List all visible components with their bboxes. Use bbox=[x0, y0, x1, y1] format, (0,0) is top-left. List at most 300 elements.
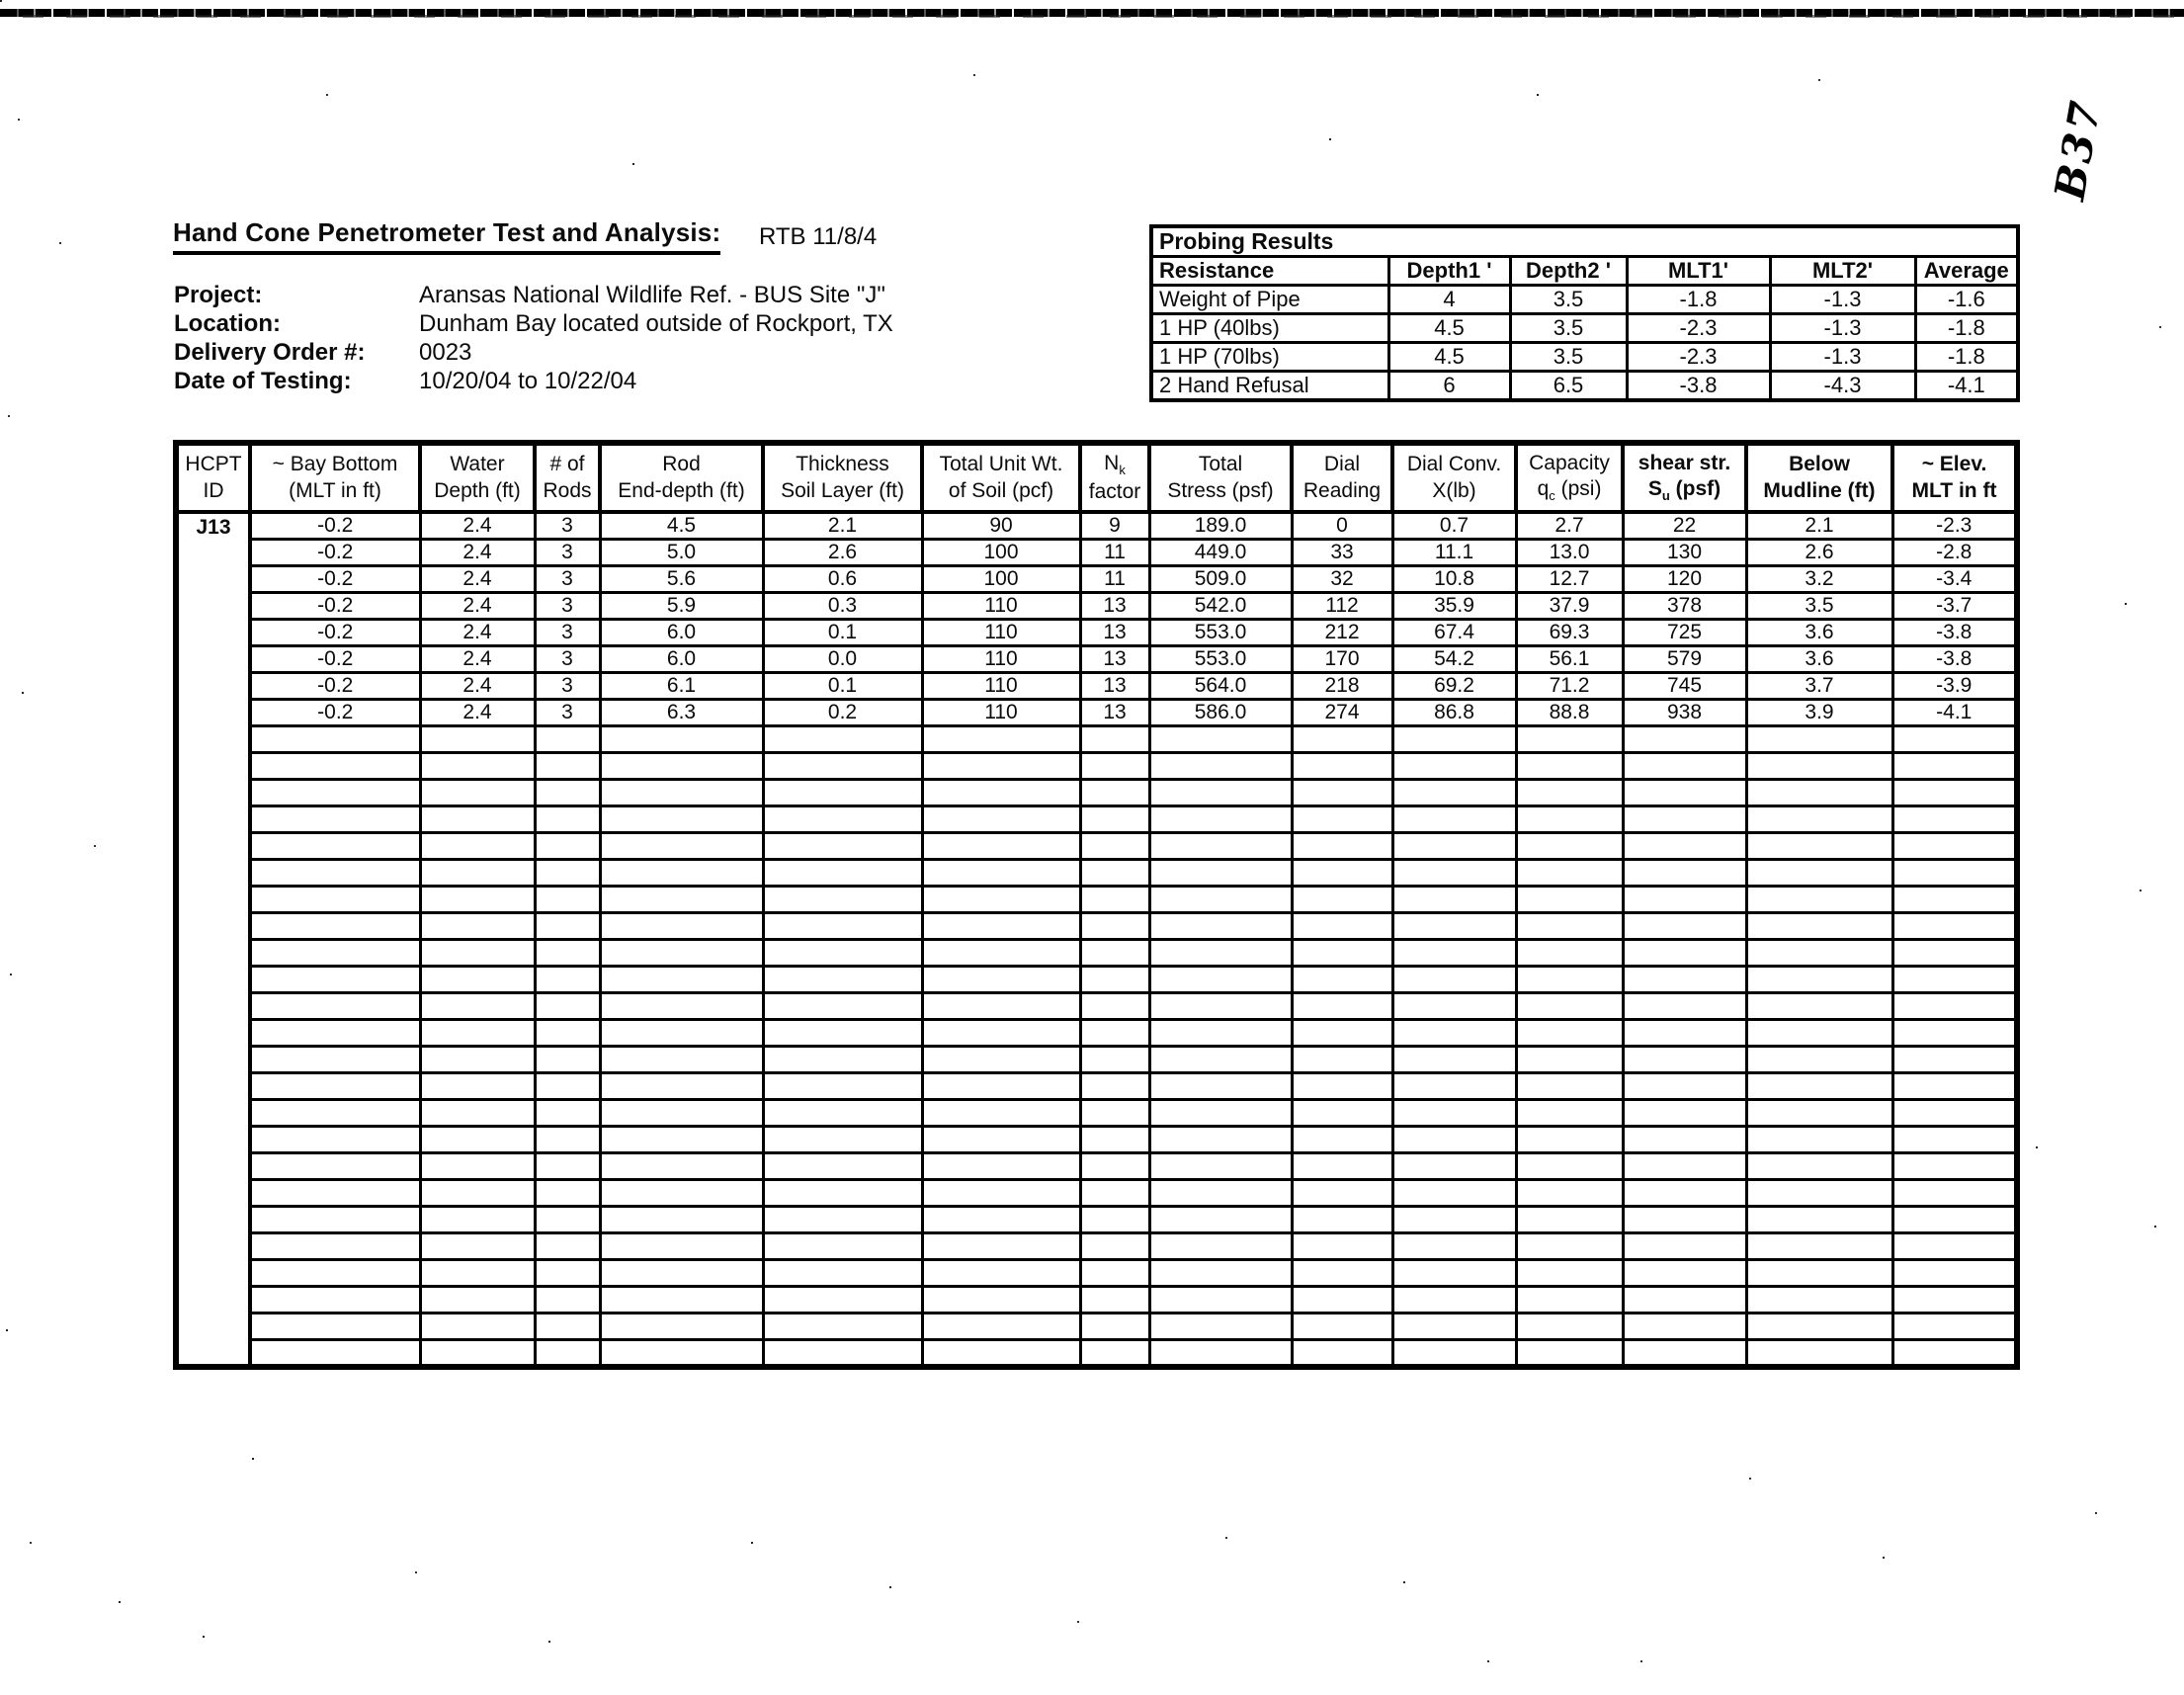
hcpt-data-cell: 218 bbox=[1292, 673, 1392, 700]
hcpt-data-cell bbox=[600, 1180, 763, 1207]
hcpt-data-cell bbox=[1149, 1287, 1292, 1314]
hcpt-data-cell bbox=[1392, 967, 1516, 993]
hcpt-data-cell bbox=[1392, 806, 1516, 833]
hcpt-data-cell: 12.7 bbox=[1516, 566, 1623, 593]
hcpt-data-cell bbox=[535, 1314, 600, 1340]
hcpt-data-cell bbox=[922, 913, 1080, 940]
hcpt-data-cell bbox=[535, 1260, 600, 1287]
hcpt-data-cell bbox=[600, 1314, 763, 1340]
hcpt-data-cell bbox=[600, 913, 763, 940]
hcpt-data-cell: 22 bbox=[1623, 512, 1746, 540]
hcpt-data-cell bbox=[250, 913, 420, 940]
hcpt-data-cell: -3.7 bbox=[1892, 593, 2017, 620]
hcpt-data-cell bbox=[1149, 806, 1292, 833]
hcpt-data-cell bbox=[1746, 1314, 1892, 1340]
hcpt-data-cell bbox=[1746, 1020, 1892, 1047]
probing-value-cell: -1.8 bbox=[1627, 286, 1770, 314]
hcpt-data-cell bbox=[1292, 1314, 1392, 1340]
hcpt-data-cell: 3 bbox=[535, 646, 600, 673]
hcpt-data-cell bbox=[1392, 1047, 1516, 1073]
hcpt-data-cell bbox=[1149, 1100, 1292, 1127]
hcpt-data-cell bbox=[1392, 1073, 1516, 1100]
hcpt-data-cell bbox=[1892, 1207, 2017, 1233]
hcpt-column-header: Rod End-depth (ft) bbox=[600, 443, 763, 512]
hcpt-data-cell bbox=[420, 1073, 535, 1100]
hcpt-data-cell bbox=[1292, 1100, 1392, 1127]
hcpt-data-cell bbox=[250, 1260, 420, 1287]
hcpt-data-row bbox=[176, 566, 2017, 593]
probing-value-cell: -3.8 bbox=[1627, 372, 1770, 401]
meta-row-project bbox=[174, 281, 893, 309]
hcpt-data-cell bbox=[1892, 1047, 2017, 1073]
hcpt-data-cell bbox=[420, 1153, 535, 1180]
hcpt-data-cell bbox=[420, 1340, 535, 1367]
hcpt-empty-row bbox=[176, 1260, 2017, 1287]
hcpt-empty-row bbox=[176, 1233, 2017, 1260]
hcpt-data-cell bbox=[922, 1207, 1080, 1233]
hcpt-data-cell: 212 bbox=[1292, 620, 1392, 646]
probing-resistance-cell: 2 Hand Refusal bbox=[1151, 372, 1388, 401]
hcpt-data-cell: 3 bbox=[535, 593, 600, 620]
hcpt-data-cell bbox=[1292, 1047, 1392, 1073]
hcpt-data-cell: 13 bbox=[1080, 700, 1149, 726]
hcpt-data-cell bbox=[1746, 1100, 1892, 1127]
hcpt-empty-row bbox=[176, 1020, 2017, 1047]
hcpt-data-cell bbox=[1080, 1153, 1149, 1180]
hcpt-data-cell bbox=[535, 860, 600, 887]
hcpt-data-cell bbox=[535, 1233, 600, 1260]
hcpt-data-cell bbox=[1516, 780, 1623, 806]
meta-row-location bbox=[174, 309, 893, 338]
hcpt-data-cell: -0.2 bbox=[250, 673, 420, 700]
probing-value-cell: -4.1 bbox=[1915, 372, 2018, 401]
hcpt-data-cell: 274 bbox=[1292, 700, 1392, 726]
probing-value-cell: -1.3 bbox=[1770, 286, 1915, 314]
hcpt-data-cell bbox=[1623, 913, 1746, 940]
hcpt-data-cell bbox=[1080, 913, 1149, 940]
hcpt-data-cell bbox=[763, 1127, 922, 1153]
hcpt-data-cell bbox=[420, 887, 535, 913]
hcpt-data-cell bbox=[600, 1207, 763, 1233]
hcpt-data-cell bbox=[1080, 967, 1149, 993]
hcpt-data-cell: 54.2 bbox=[1392, 646, 1516, 673]
hcpt-data-cell bbox=[922, 833, 1080, 860]
hcpt-data-cell bbox=[1392, 993, 1516, 1020]
hcpt-data-cell: 2.7 bbox=[1516, 512, 1623, 540]
hcpt-data-cell bbox=[1892, 833, 2017, 860]
hcpt-data-cell bbox=[763, 1287, 922, 1314]
hcpt-data-cell bbox=[250, 726, 420, 753]
hcpt-empty-row bbox=[176, 833, 2017, 860]
hcpt-data-cell bbox=[763, 940, 922, 967]
hcpt-header-row bbox=[176, 443, 2017, 512]
hcpt-data-cell bbox=[1892, 940, 2017, 967]
probing-results-title: Probing Results bbox=[1151, 226, 2018, 257]
hcpt-column-header: Water Depth (ft) bbox=[420, 443, 535, 512]
meta-value: 0023 bbox=[419, 339, 472, 366]
hcpt-empty-row bbox=[176, 780, 2017, 806]
hcpt-data-cell bbox=[1149, 1207, 1292, 1233]
hcpt-data-cell bbox=[420, 940, 535, 967]
hcpt-data-cell bbox=[1892, 1233, 2017, 1260]
hcpt-data-cell bbox=[1080, 993, 1149, 1020]
hcpt-data-cell bbox=[1516, 1287, 1623, 1314]
hcpt-data-cell bbox=[1292, 887, 1392, 913]
hcpt-empty-row bbox=[176, 1287, 2017, 1314]
hcpt-data-cell bbox=[250, 940, 420, 967]
hcpt-data-cell bbox=[1623, 833, 1746, 860]
hcpt-data-cell bbox=[1149, 1260, 1292, 1287]
probing-column-header: MLT1' bbox=[1627, 257, 1770, 286]
hcpt-data-cell bbox=[922, 726, 1080, 753]
hcpt-data-cell bbox=[250, 1020, 420, 1047]
hcpt-data-cell bbox=[535, 833, 600, 860]
hcpt-data-cell bbox=[922, 1233, 1080, 1260]
hcpt-data-cell bbox=[1516, 1100, 1623, 1127]
hcpt-data-cell: 0.2 bbox=[763, 700, 922, 726]
hcpt-data-cell bbox=[1292, 726, 1392, 753]
hcpt-data-cell bbox=[1746, 1180, 1892, 1207]
hcpt-data-cell: 120 bbox=[1623, 566, 1746, 593]
hcpt-data-cell bbox=[1623, 1260, 1746, 1287]
hcpt-data-cell bbox=[1149, 993, 1292, 1020]
hcpt-data-cell bbox=[1746, 887, 1892, 913]
hcpt-data-cell bbox=[1080, 726, 1149, 753]
hcpt-data-cell bbox=[1516, 993, 1623, 1020]
hcpt-data-cell: 69.2 bbox=[1392, 673, 1516, 700]
hcpt-data-cell: 90 bbox=[922, 512, 1080, 540]
hcpt-data-cell bbox=[1292, 913, 1392, 940]
hcpt-data-cell bbox=[420, 993, 535, 1020]
hcpt-data-cell bbox=[1516, 1340, 1623, 1367]
hcpt-data-cell bbox=[1149, 1340, 1292, 1367]
hcpt-empty-row bbox=[176, 806, 2017, 833]
hcpt-data-cell: 6.0 bbox=[600, 646, 763, 673]
hcpt-data-cell bbox=[1080, 1233, 1149, 1260]
hcpt-data-cell bbox=[1623, 753, 1746, 780]
hcpt-data-cell bbox=[1892, 1180, 2017, 1207]
hcpt-data-cell bbox=[1623, 1100, 1746, 1127]
hcpt-data-cell: 100 bbox=[922, 540, 1080, 566]
hcpt-data-cell: 6.1 bbox=[600, 673, 763, 700]
hcpt-data-cell bbox=[1149, 1153, 1292, 1180]
hcpt-data-cell bbox=[1623, 887, 1746, 913]
hcpt-data-cell bbox=[1746, 967, 1892, 993]
hcpt-data-cell: 2.4 bbox=[420, 646, 535, 673]
hcpt-data-cell bbox=[535, 1287, 600, 1314]
probing-results-body bbox=[1151, 286, 2018, 401]
hcpt-data-cell bbox=[1292, 1153, 1392, 1180]
hcpt-data-cell bbox=[1149, 1127, 1292, 1153]
hcpt-data-cell bbox=[420, 860, 535, 887]
hcpt-data-row bbox=[176, 700, 2017, 726]
hcpt-data-cell bbox=[1516, 1153, 1623, 1180]
hcpt-data-cell bbox=[1149, 1020, 1292, 1047]
hcpt-data-cell bbox=[420, 780, 535, 806]
hcpt-data-cell bbox=[1746, 1287, 1892, 1314]
hcpt-data-cell: 0.7 bbox=[1392, 512, 1516, 540]
probing-value-cell: 3.5 bbox=[1510, 314, 1627, 343]
hcpt-data-cell bbox=[1080, 753, 1149, 780]
hcpt-data-cell: 37.9 bbox=[1516, 593, 1623, 620]
hcpt-data-cell bbox=[1392, 1180, 1516, 1207]
hcpt-data-cell bbox=[922, 940, 1080, 967]
hcpt-data-cell bbox=[1392, 1153, 1516, 1180]
hcpt-data-cell bbox=[1892, 1073, 2017, 1100]
hcpt-data-cell bbox=[1623, 726, 1746, 753]
hcpt-data-cell bbox=[250, 1153, 420, 1180]
hcpt-data-cell bbox=[535, 780, 600, 806]
hcpt-data-cell: 2.1 bbox=[1746, 512, 1892, 540]
hcpt-data-cell bbox=[922, 993, 1080, 1020]
hcpt-data-cell bbox=[1080, 860, 1149, 887]
hcpt-data-cell bbox=[1746, 1233, 1892, 1260]
probing-row bbox=[1151, 372, 2018, 401]
hcpt-data-cell bbox=[1292, 753, 1392, 780]
hcpt-data-cell bbox=[600, 860, 763, 887]
probing-value-cell: 6.5 bbox=[1510, 372, 1627, 401]
hcpt-data-cell bbox=[535, 887, 600, 913]
probing-value-cell: -1.6 bbox=[1915, 286, 2018, 314]
hcpt-data-cell bbox=[600, 887, 763, 913]
hcpt-data-cell bbox=[1746, 726, 1892, 753]
hcpt-data-cell: 13 bbox=[1080, 673, 1149, 700]
hcpt-data-cell: 13.0 bbox=[1516, 540, 1623, 566]
hcpt-data-cell: 509.0 bbox=[1149, 566, 1292, 593]
hcpt-data-cell bbox=[1746, 1073, 1892, 1100]
hcpt-data-cell bbox=[1623, 1314, 1746, 1340]
hcpt-data-cell bbox=[1080, 1260, 1149, 1287]
hcpt-data-cell bbox=[1623, 1233, 1746, 1260]
hcpt-column-header: Thickness Soil Layer (ft) bbox=[763, 443, 922, 512]
hcpt-data-cell bbox=[1516, 1314, 1623, 1340]
hcpt-data-cell bbox=[250, 833, 420, 860]
hcpt-data-cell bbox=[1746, 860, 1892, 887]
scan-noise bbox=[0, 0, 2, 2]
hcpt-data-cell bbox=[922, 1180, 1080, 1207]
hcpt-data-row bbox=[176, 593, 2017, 620]
hcpt-data-cell: 0.6 bbox=[763, 566, 922, 593]
hcpt-data-cell bbox=[250, 1047, 420, 1073]
hcpt-data-cell bbox=[763, 1153, 922, 1180]
hcpt-data-cell bbox=[1292, 1287, 1392, 1314]
hcpt-data-cell bbox=[763, 833, 922, 860]
hcpt-data-cell bbox=[600, 1260, 763, 1287]
hcpt-data-cell bbox=[922, 1100, 1080, 1127]
hcpt-data-cell bbox=[1080, 887, 1149, 913]
hcpt-data-cell: -2.8 bbox=[1892, 540, 2017, 566]
hcpt-data-cell bbox=[1292, 860, 1392, 887]
hcpt-data-cell bbox=[250, 993, 420, 1020]
hcpt-data-cell: -0.2 bbox=[250, 646, 420, 673]
hcpt-column-header: Capacity $q_c$ (psi) bbox=[1516, 443, 1623, 512]
hcpt-data-cell bbox=[1392, 1340, 1516, 1367]
hcpt-data-cell bbox=[420, 1207, 535, 1233]
hcpt-data-cell bbox=[535, 1073, 600, 1100]
hcpt-empty-row bbox=[176, 967, 2017, 993]
hcpt-data-cell bbox=[1292, 1020, 1392, 1047]
hcpt-data-cell bbox=[250, 1314, 420, 1340]
probing-results-table bbox=[1149, 224, 2020, 402]
hcpt-data-cell bbox=[1080, 1073, 1149, 1100]
hcpt-data-cell bbox=[1623, 1073, 1746, 1100]
hcpt-data-cell: 32 bbox=[1292, 566, 1392, 593]
hcpt-data-cell bbox=[1392, 913, 1516, 940]
hcpt-data-cell bbox=[922, 1127, 1080, 1153]
hcpt-data-cell bbox=[250, 1127, 420, 1153]
hcpt-data-cell bbox=[1746, 913, 1892, 940]
hcpt-data-cell bbox=[922, 1314, 1080, 1340]
hcpt-data-cell bbox=[1392, 1100, 1516, 1127]
hcpt-column-header: Dial Reading bbox=[1292, 443, 1392, 512]
hcpt-data-cell bbox=[763, 1180, 922, 1207]
hcpt-data-cell bbox=[922, 780, 1080, 806]
probing-column-header: MLT2' bbox=[1770, 257, 1915, 286]
hcpt-data-cell bbox=[1292, 1073, 1392, 1100]
hcpt-data-cell bbox=[763, 993, 922, 1020]
probing-column-header: Depth2 ' bbox=[1510, 257, 1627, 286]
hcpt-data-cell bbox=[1516, 967, 1623, 993]
hcpt-data-cell: 3 bbox=[535, 673, 600, 700]
probing-column-header: Resistance bbox=[1151, 257, 1388, 286]
hcpt-data-cell bbox=[1892, 860, 2017, 887]
hcpt-empty-row bbox=[176, 913, 2017, 940]
hcpt-data-cell: 553.0 bbox=[1149, 620, 1292, 646]
hcpt-data-cell bbox=[420, 1100, 535, 1127]
hcpt-data-cell bbox=[1892, 1127, 2017, 1153]
hcpt-data-cell bbox=[763, 1100, 922, 1127]
meta-label: Date of Testing: bbox=[174, 368, 352, 394]
hcpt-data-cell: 6.3 bbox=[600, 700, 763, 726]
hcpt-data-cell: 3.6 bbox=[1746, 646, 1892, 673]
hcpt-data-cell: 130 bbox=[1623, 540, 1746, 566]
hcpt-data-cell bbox=[1292, 1127, 1392, 1153]
hcpt-data-cell: 69.3 bbox=[1516, 620, 1623, 646]
hcpt-data-cell bbox=[1746, 1260, 1892, 1287]
hcpt-data-cell bbox=[600, 1340, 763, 1367]
hcpt-data-cell: 2.6 bbox=[1746, 540, 1892, 566]
hcpt-data-cell bbox=[1516, 1020, 1623, 1047]
hcpt-data-cell bbox=[1746, 833, 1892, 860]
hcpt-data-cell bbox=[600, 1047, 763, 1073]
hcpt-data-cell bbox=[535, 1127, 600, 1153]
hcpt-empty-row bbox=[176, 1047, 2017, 1073]
hcpt-data-cell bbox=[1080, 1127, 1149, 1153]
hcpt-data-cell bbox=[600, 1287, 763, 1314]
hcpt-data-cell bbox=[420, 1180, 535, 1207]
hcpt-data-cell bbox=[1292, 993, 1392, 1020]
hcpt-data-cell: 725 bbox=[1623, 620, 1746, 646]
hcpt-data-cell bbox=[535, 993, 600, 1020]
hcpt-data-cell: 11 bbox=[1080, 540, 1149, 566]
hcpt-data-cell bbox=[1080, 780, 1149, 806]
hcpt-data-cell bbox=[1892, 1314, 2017, 1340]
hcpt-data-cell bbox=[1392, 1020, 1516, 1047]
hcpt-data-cell bbox=[1080, 1207, 1149, 1233]
hcpt-data-cell bbox=[1392, 940, 1516, 967]
hcpt-data-cell bbox=[1149, 887, 1292, 913]
hcpt-data-cell: 0.1 bbox=[763, 620, 922, 646]
hcpt-data-cell bbox=[1746, 780, 1892, 806]
probing-value-cell: -1.8 bbox=[1915, 314, 2018, 343]
hcpt-data-cell bbox=[1623, 1047, 1746, 1073]
hcpt-data-cell bbox=[1892, 1287, 2017, 1314]
hcpt-data-cell bbox=[420, 913, 535, 940]
hcpt-data-cell: 449.0 bbox=[1149, 540, 1292, 566]
hcpt-data-cell bbox=[1516, 1180, 1623, 1207]
document-title: Hand Cone Penetrometer Test and Analysis: bbox=[173, 217, 720, 255]
hcpt-data-cell bbox=[922, 1153, 1080, 1180]
hcpt-data-cell bbox=[1292, 967, 1392, 993]
probing-title-row bbox=[1151, 226, 2018, 257]
hcpt-data-cell bbox=[420, 1127, 535, 1153]
hcpt-data-cell bbox=[1746, 940, 1892, 967]
hcpt-data-cell bbox=[1149, 940, 1292, 967]
hcpt-data-cell: 553.0 bbox=[1149, 646, 1292, 673]
hcpt-data-cell bbox=[763, 1314, 922, 1340]
hcpt-data-cell bbox=[1149, 1073, 1292, 1100]
hcpt-data-cell bbox=[922, 1260, 1080, 1287]
hcpt-data-cell: -0.2 bbox=[250, 540, 420, 566]
hcpt-data-cell: -3.8 bbox=[1892, 646, 2017, 673]
hcpt-data-cell: 4.5 bbox=[600, 512, 763, 540]
meta-label: Project: bbox=[174, 282, 263, 308]
hcpt-data-cell: 71.2 bbox=[1516, 673, 1623, 700]
hcpt-data-cell bbox=[1623, 993, 1746, 1020]
hcpt-data-cell bbox=[1149, 1047, 1292, 1073]
meta-label: Delivery Order #: bbox=[174, 339, 366, 366]
hcpt-data-cell bbox=[420, 1047, 535, 1073]
hcpt-data-cell: 0.1 bbox=[763, 673, 922, 700]
hcpt-data-cell bbox=[600, 1153, 763, 1180]
hcpt-data-cell bbox=[535, 1340, 600, 1367]
hcpt-data-cell: 6.0 bbox=[600, 620, 763, 646]
hcpt-empty-row bbox=[176, 1127, 2017, 1153]
probing-resistance-cell: 1 HP (40lbs) bbox=[1151, 314, 1388, 343]
hcpt-data-cell: 2.4 bbox=[420, 673, 535, 700]
probing-value-cell: 3.5 bbox=[1510, 286, 1627, 314]
hcpt-column-header: HCPT ID bbox=[176, 443, 250, 512]
hcpt-data-cell bbox=[1080, 1180, 1149, 1207]
hcpt-data-cell: 11.1 bbox=[1392, 540, 1516, 566]
hcpt-data-row bbox=[176, 540, 2017, 566]
hcpt-data-cell: 100 bbox=[922, 566, 1080, 593]
hcpt-empty-row bbox=[176, 726, 2017, 753]
hcpt-data-cell bbox=[1080, 806, 1149, 833]
hcpt-data-cell: 3 bbox=[535, 566, 600, 593]
hcpt-data-cell bbox=[250, 1207, 420, 1233]
hcpt-data-cell: 3.6 bbox=[1746, 620, 1892, 646]
hcpt-data-cell: 2.1 bbox=[763, 512, 922, 540]
hcpt-data-cell: -3.8 bbox=[1892, 620, 2017, 646]
hcpt-data-cell bbox=[763, 1233, 922, 1260]
hcpt-data-cell bbox=[763, 753, 922, 780]
hcpt-data-row bbox=[176, 646, 2017, 673]
hcpt-data-cell bbox=[250, 780, 420, 806]
hcpt-data-cell bbox=[1892, 887, 2017, 913]
hcpt-data-cell: 11 bbox=[1080, 566, 1149, 593]
hcpt-data-cell: -0.2 bbox=[250, 620, 420, 646]
hcpt-data-cell bbox=[1516, 860, 1623, 887]
hcpt-data-cell: 564.0 bbox=[1149, 673, 1292, 700]
hcpt-data-cell: 110 bbox=[922, 673, 1080, 700]
hcpt-data-cell bbox=[922, 1020, 1080, 1047]
hcpt-data-cell: 110 bbox=[922, 593, 1080, 620]
hcpt-data-cell bbox=[1292, 1180, 1392, 1207]
hcpt-data-cell: -0.2 bbox=[250, 512, 420, 540]
hcpt-column-header: Total Unit Wt. of Soil (pcf) bbox=[922, 443, 1080, 512]
hcpt-data-cell bbox=[250, 1233, 420, 1260]
